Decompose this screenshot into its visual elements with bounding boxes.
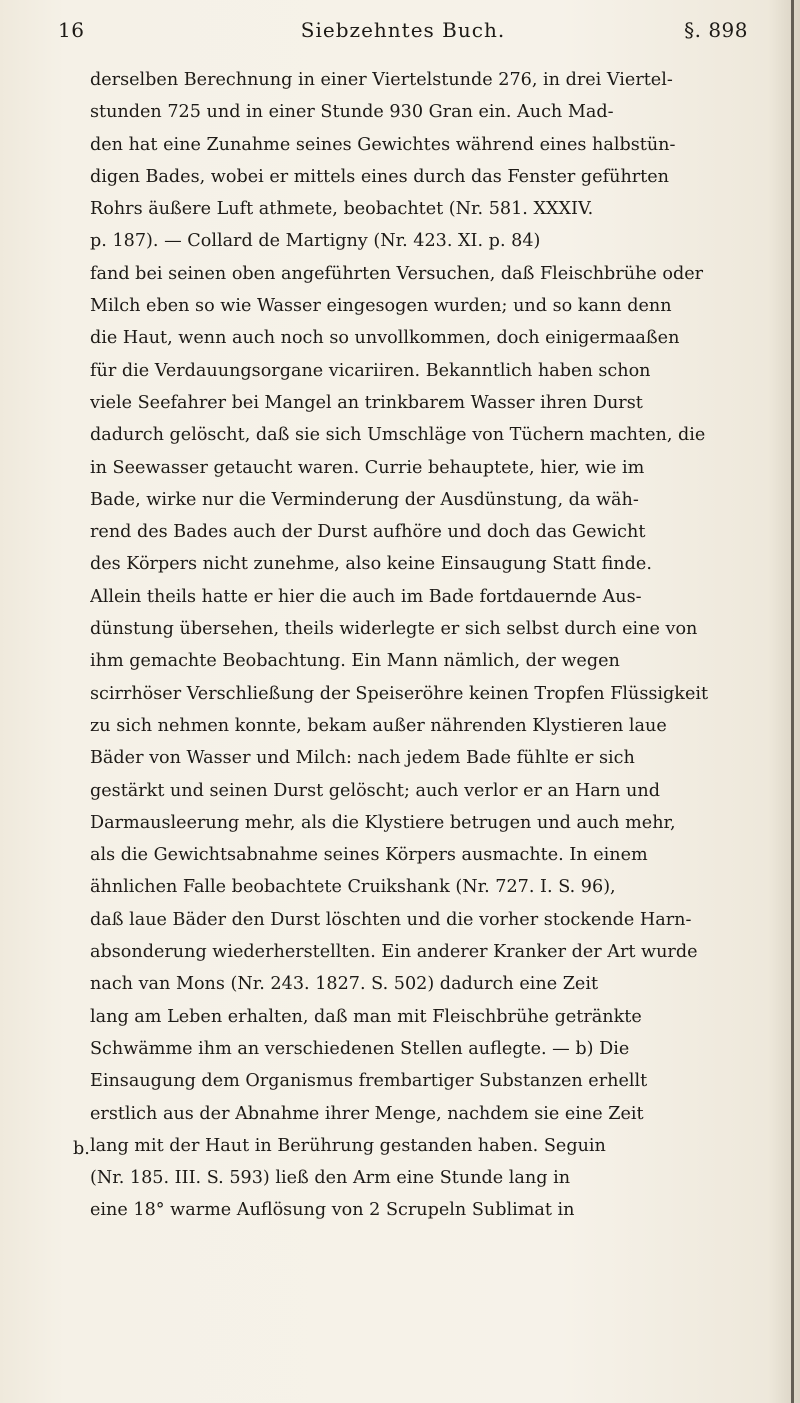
- text-line: digen Bades, wobei er mittels eines durch das Fenster geführten: [90, 166, 669, 187]
- text-line: dünstung übersehen, theils widerlegte er sich selbst durch eine von: [90, 619, 698, 640]
- text-line: Schwämme ihm an verschiedenen Stellen auflegte. — b) Die: [90, 1038, 630, 1059]
- text-line: (Nr. 185. III. S. 593) ließ den Arm eine Stunde lang in: [90, 1168, 571, 1189]
- text-line: absonderung wiederherstellten. Ein anderer Kranker der Art wurde: [90, 942, 698, 963]
- text-line: Allein theils hatte er hier die auch im Bade fortdauernde Aus-: [90, 586, 642, 607]
- text-line: fand bei seinen oben angeführten Versuchen, daß Fleischbrühe oder: [90, 263, 704, 284]
- text-line: ihm gemachte Beobachtung. Ein Mann nämlich, der wegen: [90, 651, 620, 672]
- text-line: Rohrs äußere Luft athmete, beobachtet (Nr. 581. XXXIV.: [90, 199, 594, 220]
- text-line: zu sich nehmen konnte, bekam außer nährenden Klystieren laue: [90, 715, 667, 736]
- text-line: Darmausleerung mehr, als die Klystiere betrugen und auch mehr,: [90, 812, 676, 833]
- text-line: lang mit der Haut in Berührung gestanden haben. Seguin: [90, 1135, 606, 1156]
- text-line: Bäder von Wasser und Milch: nach jedem Bade fühlte er sich: [90, 748, 635, 769]
- text-line: erstlich aus der Abnahme ihrer Menge, nachdem sie eine Zeit: [90, 1103, 644, 1124]
- text-line: des Körpers nicht zunehme, also keine Einsaugung Statt finde.: [90, 554, 652, 575]
- text-line: als die Gewichtsabnahme seines Körpers ausmachte. In einem: [90, 845, 648, 866]
- text-line: stunden 725 und in einer Stunde 930 Gran ein. Auch Mad-: [90, 102, 614, 123]
- text-line: in Seewasser getaucht waren. Currie behauptete, hier, wie im: [90, 457, 645, 478]
- text-line: Milch eben so wie Wasser eingesogen wurden; und so kann denn: [90, 296, 672, 317]
- text-line: dadurch gelöscht, daß sie sich Umschläge von Tüchern machten, die: [90, 425, 706, 446]
- running-title: Siebzehntes Buch.: [300, 18, 506, 42]
- text-line: Bade, wirke nur die Verminderung der Ausdünstung, da wäh-: [90, 489, 639, 510]
- page-number: 16: [58, 18, 85, 42]
- text-line: rend des Bades auch der Durst aufhöre und doch das Gewicht: [90, 522, 646, 543]
- text-line: die Haut, wenn auch noch so unvollkommen, doch einigermaaßen: [90, 328, 680, 349]
- text-line: für die Verdauungsorgane vicariiren. Bekanntlich haben schon: [90, 360, 651, 381]
- text-line: den hat eine Zunahme seines Gewichtes während eines halbstün-: [90, 134, 676, 155]
- text-line: p. 187). — Collard de Martigny (Nr. 423. XI. p. 84): [90, 231, 541, 252]
- page-header: [58, 6, 748, 56]
- text-line: Einsaugung dem Organismus frembartiger Substanzen erhellt: [90, 1071, 648, 1092]
- text-line: derselben Berechnung in einer Viertelstunde 276, in drei Viertel-: [90, 70, 673, 90]
- section-number: §. 898: [684, 18, 748, 42]
- text-line: eine 18° warme Auflösung von 2 Scrupeln Sublimat in: [90, 1200, 575, 1221]
- text-line: ähnlichen Falle beobachtete Cruikshank (Nr. 727. I. S. 96),: [90, 877, 616, 898]
- body-text: [90, 64, 790, 1227]
- page-edge-divider: [791, 0, 794, 1403]
- text-line: scirrhöser Verschließung der Speiseröhre keinen Tropfen Flüssigkeit: [90, 683, 709, 704]
- text-line: lang am Leben erhalten, daß man mit Fleischbrühe getränkte: [90, 1006, 642, 1027]
- text-line: viele Seefahrer bei Mangel an trinkbarem Wasser ihren Durst: [90, 392, 643, 413]
- text-line: gestärkt und seinen Durst gelöscht; auch verlor er an Harn und: [90, 780, 660, 801]
- text-line: nach van Mons (Nr. 243. 1827. S. 502) dadurch eine Zeit: [90, 974, 599, 995]
- text-line: daß laue Bäder den Durst löschten und die vorher stockende Harn-: [90, 909, 692, 930]
- margin-marker: b.: [73, 1139, 90, 1159]
